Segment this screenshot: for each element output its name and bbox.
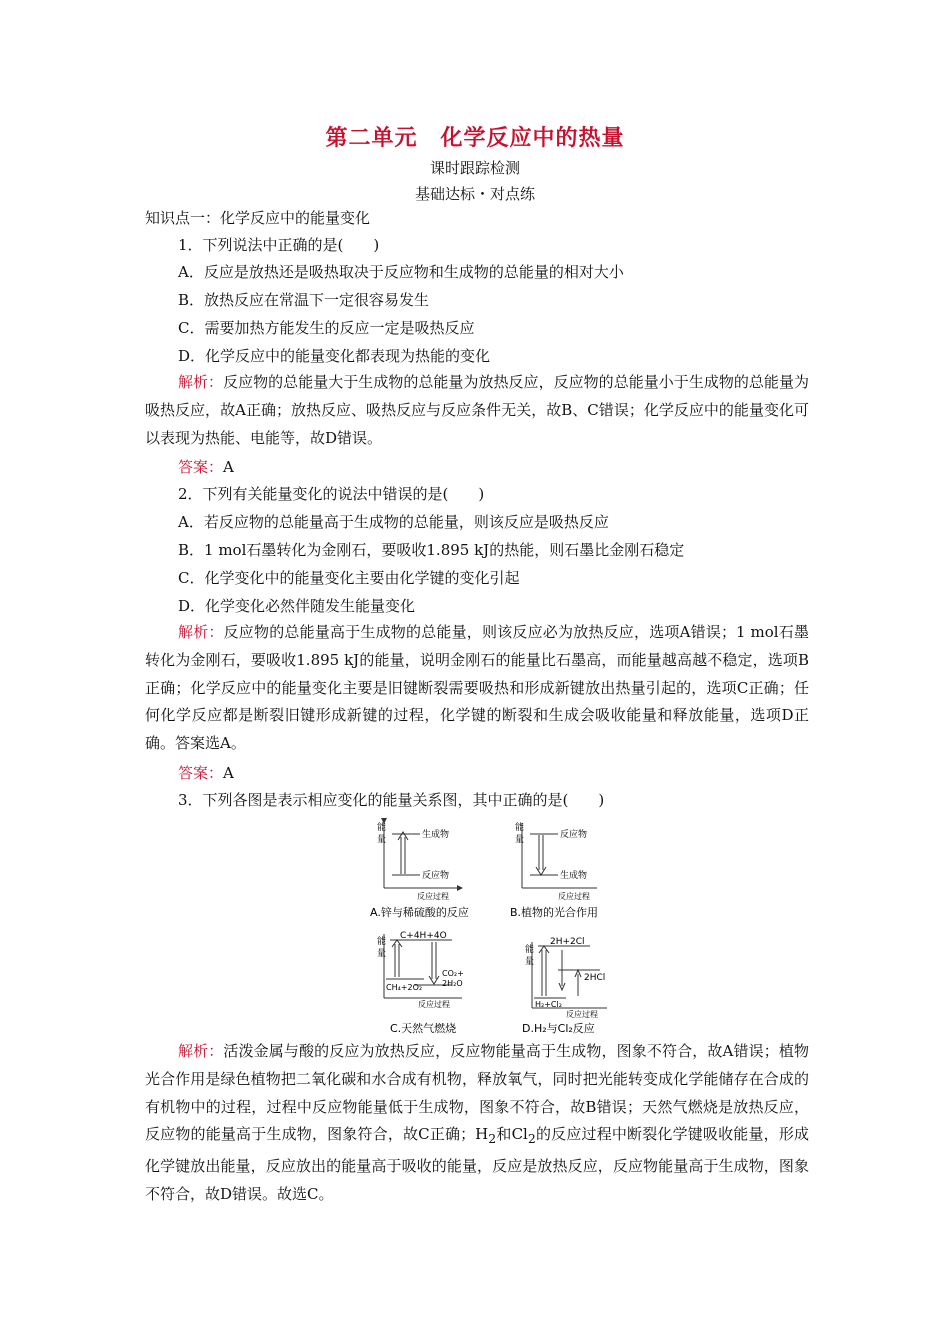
d-label-mid: 2HCl [584,973,606,983]
b-label-bottom: 生成物 [560,871,588,881]
b-axis-y-2: 量 [515,835,525,845]
d-axis-y-1: 能 [525,945,535,955]
q1-answer-value: A [223,458,234,476]
q1-answer [178,457,234,477]
q2-stem: 2．下列有关能量变化的说法中错误的是( ) [178,485,485,503]
c-label-right-1: CO₂+ [442,969,464,978]
d-label-top: 2H+2Cl [550,937,585,947]
subtitle-tracking: 课时跟踪检测 [429,159,520,177]
energy-diagram-figure [362,818,622,1042]
energy-diagrams-svg [362,818,622,1042]
a-label-top: 生成物 [422,830,450,840]
c-axis-y-1: 能 [377,937,387,947]
q2-analysis-text: 反应物的总能量高于生成物的总能量，则该反应必为放热反应，选项A错误；1 mol石墨转化为金刚石，要吸收1.895 kJ的能量，说明金刚石的能量比石墨高，而能量越高越不稳定，选项B正确；化学反应中的能量变化主要是旧键断裂需要吸热和形成新键放出热量引起的，选项C正确；任何化学反应都是断裂旧键形成新键的过程，化学键的断裂和生成会吸收能量和释放能量，选项D正确。答案选A。 [145,623,809,753]
q3-stem: 3．下列各图是表示相应变化的能量关系图，其中正确的是( ) [178,791,605,809]
answer-label: 答案： [178,458,224,476]
panel-d [522,937,607,1035]
d-axis-x: 反应过程 [566,1010,598,1019]
analysis-label: 解析： [178,623,224,641]
c-caption: C.天然气燃烧 [390,1022,457,1035]
q1-stem: 1．下列说法中正确的是( ) [178,236,380,254]
c-axis-y-2: 量 [377,949,387,959]
c-axis-x: 反应过程 [418,1000,450,1009]
q3-analysis [145,1038,809,1209]
q2-option-c: C．化学变化中的能量变化主要由化学键的变化引起 [178,569,520,587]
a-label-bottom: 反应物 [422,871,450,881]
q1-option-d: D．化学反应中的能量变化都表现为热能的变化 [178,347,491,365]
answer-label: 答案： [178,764,224,782]
q1-option-b: B．放热反应在常温下一定很容易发生 [178,291,430,309]
q3-analysis-text: 活泼金属与酸的反应为放热反应，反应物能量高于生成物，图象不符合，故A错误；植物光合作用是绿色植物把二氧化碳和水合成有机物，释放氧气，同时把光能转变成化学能储存在合成的有机物中的过程，过程中反应物能量低于生成物，图象不符合，故B错误；天然气燃烧是放热反应，反应物的能量高于生成物，图象符合，故C正确；$H_2$和$Cl_2$的反应过程中断裂化学键吸收能量，形成化学键放出能量，反应放出的能量高于吸收的能量，反应是放热反应，反应物能量高于生成物，图象不符合，故D错误。故选C。 [145,1042,809,1203]
d-label-bottom: H₂+Cl₂ [535,1000,562,1009]
subtitle-level: 基础达标・对点练 [414,185,535,203]
a-axis-y-1: 能 [377,823,387,833]
analysis-label: 解析： [178,373,224,391]
c-label-right-2: 2H₂O [442,979,463,988]
q2-option-b: B．1 mol石墨转化为金刚石，要吸收1.895 kJ的热能，则石墨比金刚石稳定 [178,541,685,559]
b-axis-y-1: 能 [515,823,525,833]
page-title: 第二单元 化学反应中的热量 [325,125,625,151]
b-caption: B.植物的光合作用 [510,906,599,919]
q1-option-a: A．反应是放热还是吸热取决于反应物和生成物的总能量的相对大小 [178,263,624,281]
b-label-top: 反应物 [560,830,588,840]
panel-b [510,821,598,919]
panel-c [377,931,464,1035]
a-axis-x: 反应过程 [417,892,449,901]
panel-a [370,821,469,919]
q2-answer-value: A [223,764,234,782]
section-heading: 知识点一：化学反应中的能量变化 [145,209,371,227]
a-axis-y-2: 量 [377,835,387,845]
a-caption: A.锌与稀硫酸的反应 [370,906,469,919]
q2-option-d: D．化学变化必然伴随发生能量变化 [178,597,416,615]
c-label-left: CH₄+2O₂ [386,983,423,992]
q1-analysis-text: 反应物的总能量大于生成物的总能量为放热反应，反应物的总能量小于生成物的总能量为吸热反应，故A正确；放热反应、吸热反应与反应条件无关，故B、C错误；化学反应中的能量变化可以表现为热能、电能等，故D错误。 [145,373,809,447]
c-label-top: C+4H+4O [400,931,447,941]
b-axis-x: 反应过程 [558,892,590,901]
d-axis-y-2: 量 [525,957,535,967]
analysis-label: 解析： [178,1042,224,1060]
q2-analysis [145,619,809,758]
q2-answer [178,763,234,783]
q1-option-c: C．需要加热方能发生的反应一定是吸热反应 [178,319,475,337]
q1-analysis [145,369,809,452]
d-caption: D.H₂与Cl₂反应 [522,1022,595,1035]
q2-option-a: A．若反应物的总能量高于生成物的总能量，则该反应是吸热反应 [178,513,609,531]
